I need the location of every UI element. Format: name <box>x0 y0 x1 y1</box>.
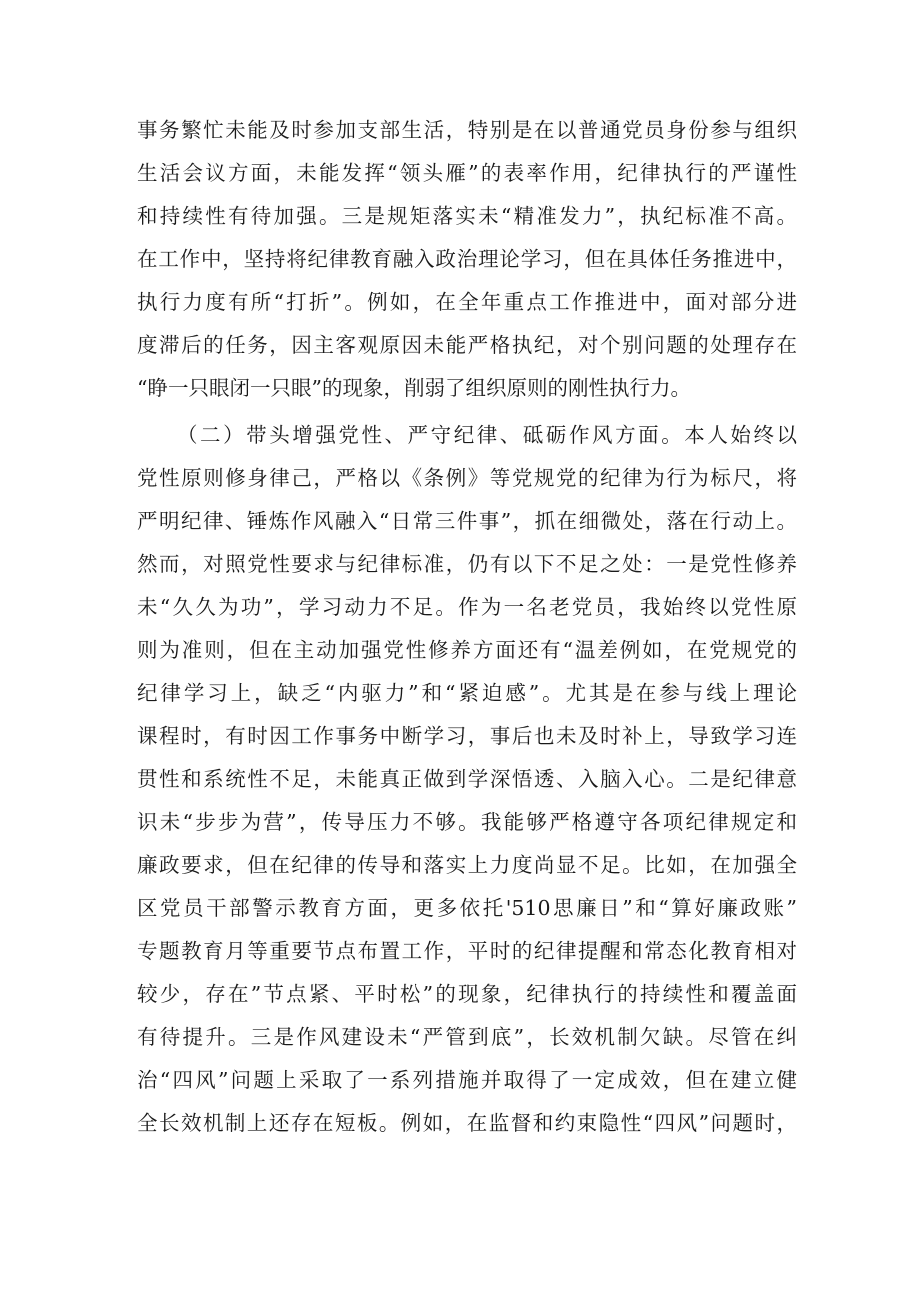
text-line: 度滞后的任务，因主客观原因未能严格执纪，对个别问题的处理存在 <box>137 333 797 357</box>
text-line: 未“久久为功”，学习动力不足。作为一名老党员，我始终以党性原 <box>137 595 797 619</box>
text-line: 然而，对照党性要求与纪律标准，仍有以下不足之处：一是党性修养 <box>137 552 797 576</box>
text-line: 廉政要求，但在纪律的传导和落实上力度尚显不足。比如，在加强全 <box>137 853 797 877</box>
text-line: 课程时，有时因工作事务中断学习，事后也未及时补上，导致学习连 <box>137 724 797 748</box>
text-line: 党性原则修身律己，严格以《条例》等党规党的纪律为行为标尺，将 <box>137 466 797 490</box>
text-line: 纪律学习上，缺乏“内驱力”和“紧迫感”。尤其是在参与线上理论 <box>137 681 797 705</box>
text-line: 执行力度有所“打折”。例如，在全年重点工作推进中，面对部分进 <box>137 290 797 314</box>
text-line: 生活会议方面，未能发挥“领头雁”的表率作用，纪律执行的严谨性 <box>137 161 797 185</box>
text-line: 较少，存在”节点紧、平时松”的现象，纪律执行的持续性和覆盖面 <box>137 982 797 1006</box>
text-line: 专题教育月等重要节点布置工作，平时的纪律提醒和常态化教育相对 <box>137 939 797 963</box>
text-line: 区党员干部警示教育方面，更多依托'510思廉日”和“算好廉政账” <box>137 896 797 920</box>
paragraph-heading-line: （二）带头增强党性、严守纪律、砥砺作风方面。本人始终以 <box>177 423 797 447</box>
text-line: 则为准则，但在主动加强党性修养方面还有“温差例如，在党规党的 <box>137 638 797 662</box>
text-line: 在工作中，坚持将纪律教育融入政治理论学习，但在具体任务推进中， <box>137 247 797 271</box>
text-line: 有待提升。三是作风建设未“严管到底”，长效机制欠缺。尽管在纠 <box>137 1025 797 1049</box>
text-line: 和持续性有待加强。三是规矩落实未“精准发力”，执纪标准不高。 <box>137 204 797 228</box>
text-line: “睁一只眼闭一只眼”的现象，削弱了组织原则的刚性执行力。 <box>137 376 691 400</box>
text-line: 事务繁忙未能及时参加支部生活，特别是在以普通党员身份参与组织 <box>137 118 797 142</box>
text-line: 识未“步步为营”，传导压力不够。我能够严格遵守各项纪律规定和 <box>137 810 797 834</box>
text-line: 贯性和系统性不足，未能真正做到学深悟透、入脑入心。二是纪律意 <box>137 767 797 791</box>
text-line: 治“四风”问题上采取了一系列措施并取得了一定成效，但在建立健 <box>137 1068 797 1092</box>
text-line: 全长效机制上还存在短板。例如，在监督和约束隐性“四风”问题时， <box>137 1111 797 1135</box>
text-line: 严明纪律、锤炼作风融入“日常三件事”，抓在细微处，落在行动上。 <box>137 509 797 533</box>
